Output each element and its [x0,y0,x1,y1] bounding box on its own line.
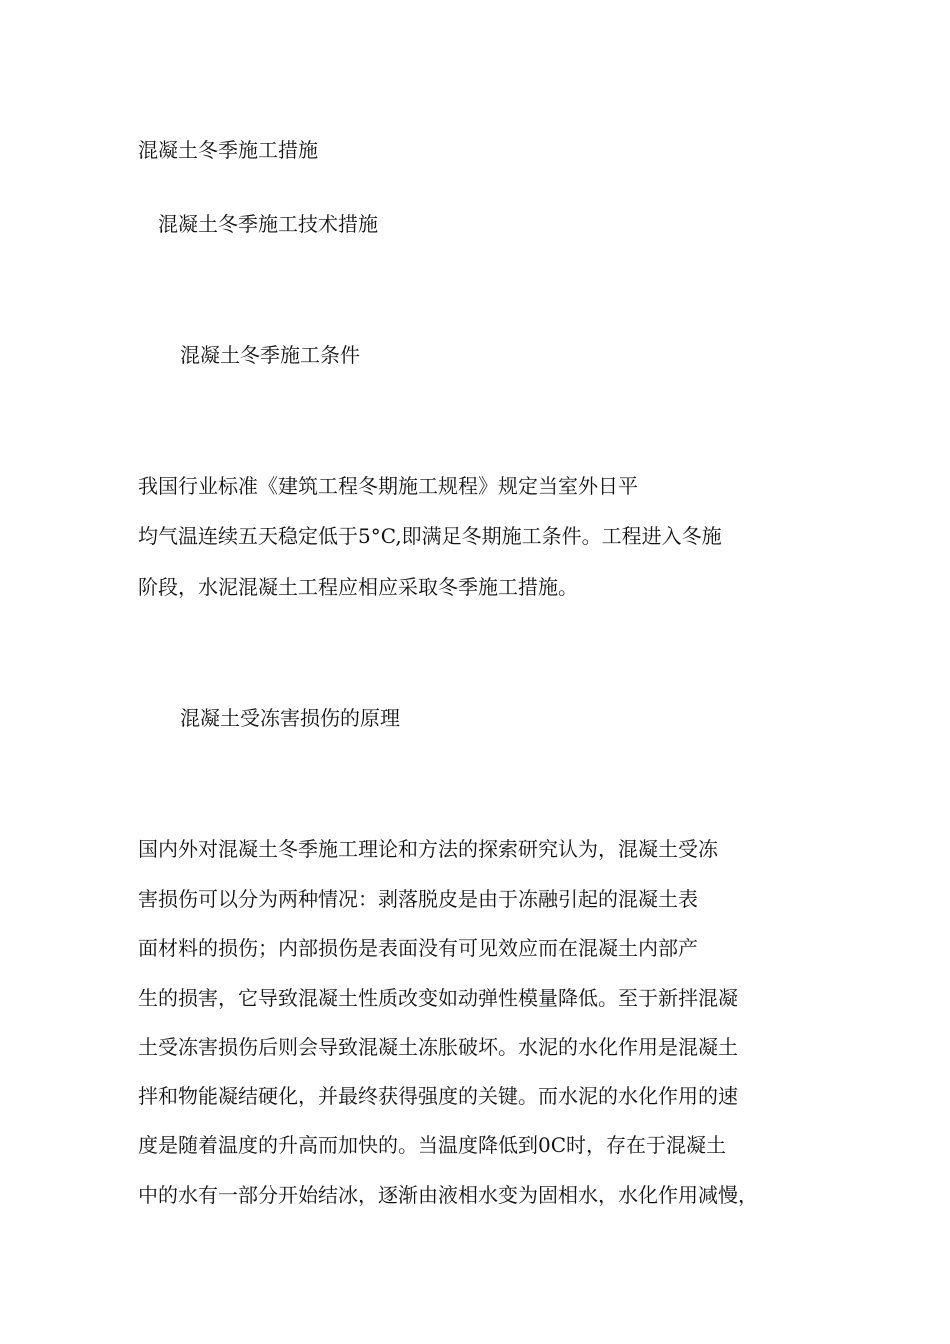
paragraph-line: 度是随着温度的升高而加快的。当温度降低到0C时，存在于混凝土 [138,1133,727,1157]
section-heading: 混凝土受冻害损伤的原理 [180,706,400,730]
paragraph-line: 土受冻害损伤后则会导致混凝土冻胀破坏。水泥的水化作用是混凝土 [138,1035,738,1059]
document-title: 混凝土冬季施工措施 [138,138,318,162]
paragraph-line: 国内外对混凝土冬季施工理论和方法的探索研究认为，混凝土受冻 [138,837,718,861]
document-subtitle: 混凝土冬季施工技术措施 [158,212,378,236]
paragraph-line: 生的损害，它导致混凝土性质改变如动弹性模量降低。至于新拌混凝 [138,986,738,1010]
paragraph-line: 均气温连续五天稳定低于5°C,即满足冬期施工条件。工程进入冬施 [138,524,722,548]
paragraph-line: 我国行业标准《建筑工程冬期施工规程》规定当室外日平 [138,474,638,498]
paragraph-line: 害损伤可以分为两种情况：剥落脱皮是由于冻融引起的混凝土表 [138,887,698,911]
paragraph-line: 拌和物能凝结硬化，并最终获得强度的关键。而水泥的水化作用的速 [138,1084,738,1108]
paragraph-line: 面材料的损伤；内部损伤是表面没有可见效应而在混凝土内部产 [138,936,698,960]
paragraph-line: 中的水有一部分开始结冰，逐渐由液相水变为固相水，水化作用减慢， [138,1183,758,1207]
paragraph-line: 阶段，水泥混凝土工程应相应采取冬季施工措施。 [138,575,578,599]
section-heading: 混凝土冬季施工条件 [180,343,360,367]
